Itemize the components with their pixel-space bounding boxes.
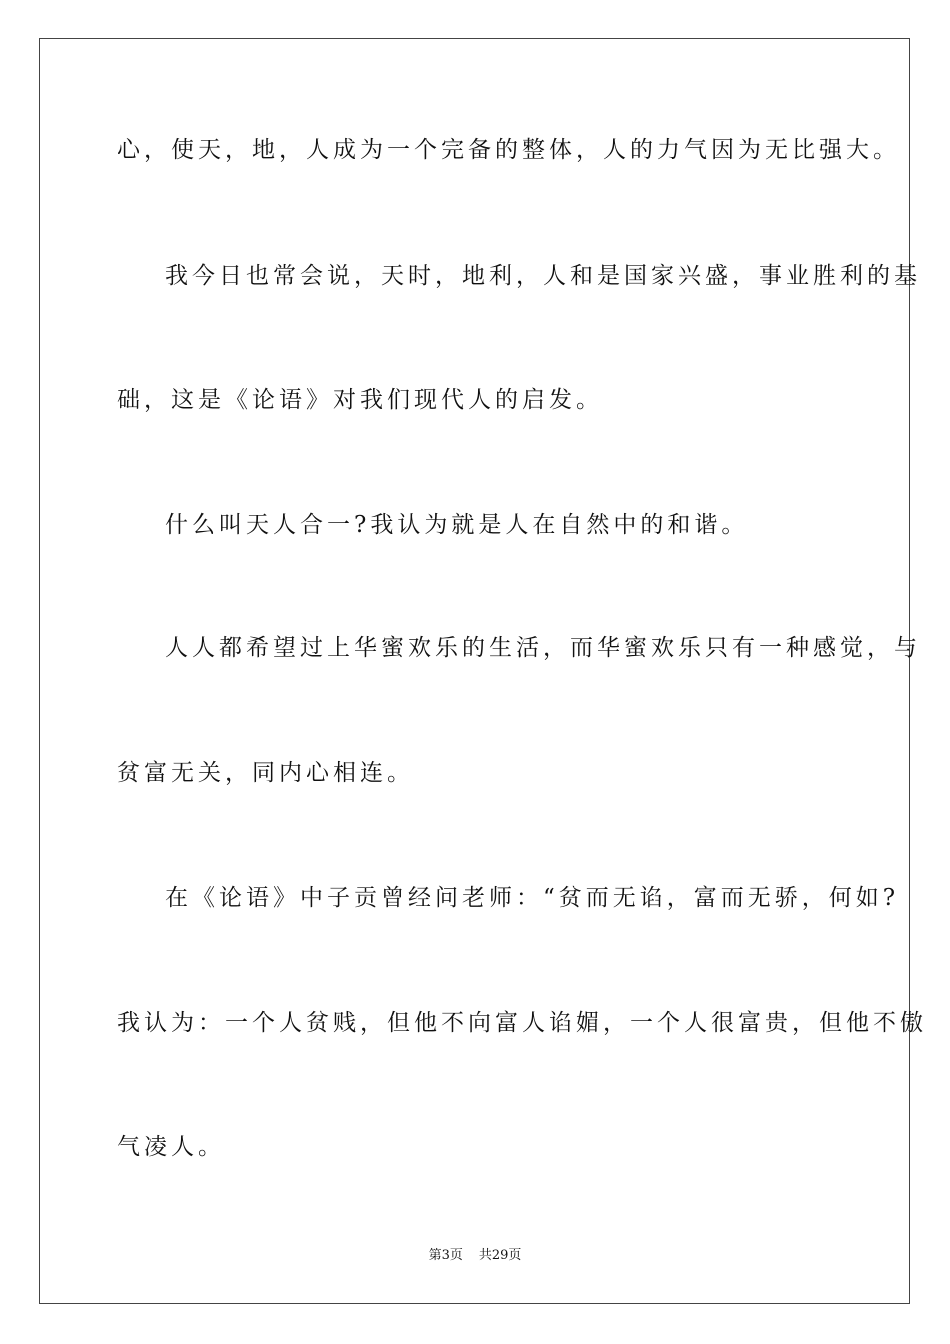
page-border — [39, 38, 910, 1304]
paragraph-line: 我今日也常会说，天时，地利，人和是国家兴盛，事业胜利的基 — [165, 263, 921, 289]
paragraph-line: 贫富无关，同内心相连。 — [117, 760, 414, 786]
total-pages: 共29页 — [478, 1248, 522, 1263]
paragraph-line: 心，使天，地，人成为一个完备的整体，人的力气因为无比强大。 — [117, 137, 900, 163]
paragraph-line: 在《论语》中子贡曾经问老师：“贫而无谄，富而无骄，何如? — [165, 885, 900, 911]
paragraph-line: 我认为：一个人贫贱，但他不向富人谄媚，一个人很富贵，但他不傲 — [117, 1010, 927, 1036]
paragraph-line: 什么叫天人合一?我认为就是人在自然中的和谐。 — [165, 512, 749, 538]
paragraph-line: 气凌人。 — [117, 1134, 225, 1160]
paragraph-line: 人人都希望过上华蜜欢乐的生活，而华蜜欢乐只有一种感觉，与 — [165, 635, 921, 661]
page-number: 第3页 — [428, 1248, 463, 1263]
paragraph-line: 础，这是《论语》对我们现代人的启发。 — [117, 387, 603, 413]
page-footer — [0, 1248, 950, 1264]
